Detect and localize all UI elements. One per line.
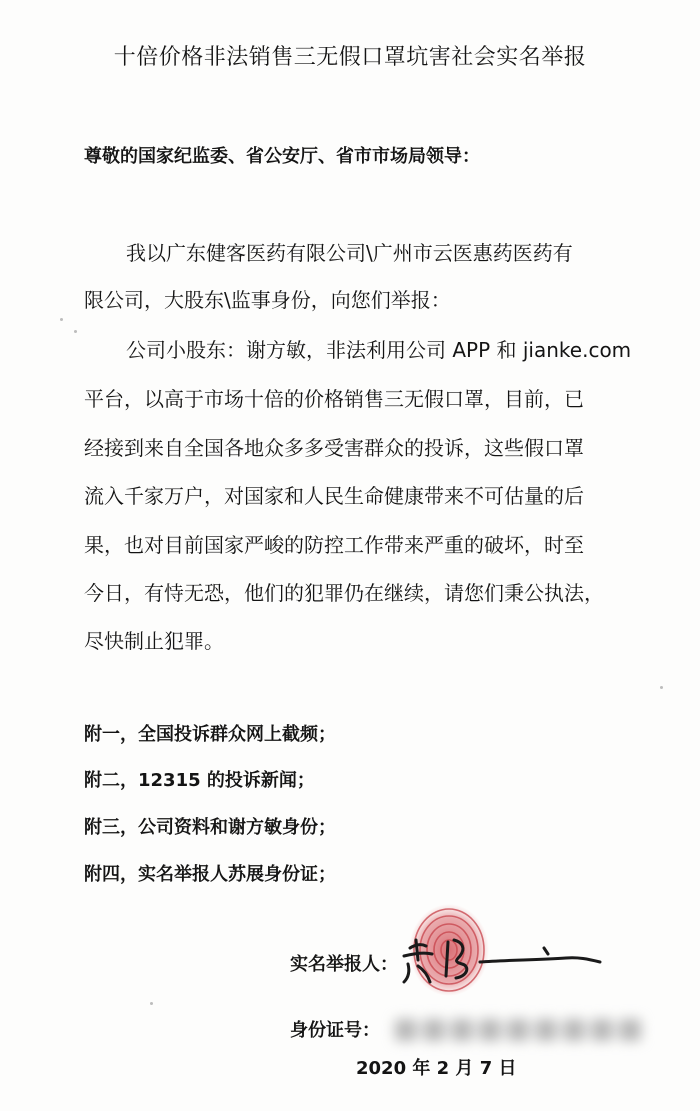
reporter-label: 实名举报人： [290, 954, 398, 975]
paper-speck [150, 1002, 153, 1005]
handwritten-signature [396, 926, 606, 990]
id-number-label: 身份证号： [290, 1020, 380, 1041]
paragraph-line: 尽快制止犯罪。 [84, 629, 224, 653]
redacted-id-number [392, 1010, 664, 1050]
attachment-item: 附四，实名举报人苏展身份证； [84, 864, 336, 885]
salutation: 尊敬的国家纪监委、省公安厅、省市市场局领导： [84, 146, 480, 167]
paragraph-line: 流入千家万户，对国家和人民生命健康带来不可估量的后 [84, 484, 584, 508]
document-title: 十倍价格非法销售三无假口罩坑害社会实名举报 [113, 45, 587, 70]
paragraph-line: 公司小股东：谢方敏，非法利用公司 APP 和 jianke.com [126, 338, 632, 362]
attachment-item: 附三，公司资料和谢方敏身份； [84, 817, 336, 838]
attachment-item: 附一，全国投诉群众网上截频； [84, 724, 336, 745]
attachment-item: 附二，12315 的投诉新闻； [84, 770, 315, 791]
paper-speck [660, 686, 663, 689]
paragraph-line: 经接到来自全国各地众多多受害群众的投诉，这些假口罩 [84, 436, 584, 460]
paragraph-line: 限公司，大股东\监事身份，向您们举报： [84, 288, 451, 312]
paragraph-line: 平台，以高于市场十倍的价格销售三无假口罩，目前，已 [84, 387, 584, 411]
paper-speck [60, 318, 63, 321]
paragraph-line: 我以广东健客医药有限公司\广州市云医惠药医药有 [126, 241, 573, 265]
document-date: 2020 年 2 月 7 日 [356, 1058, 517, 1079]
paper-speck [74, 330, 77, 333]
paragraph-line: 果，也对目前国家严峻的防控工作带来严重的破坏，时至 [84, 533, 584, 557]
paragraph-line: 今日，有恃无恐，他们的犯罪仍在继续，请您们秉公执法， [84, 581, 604, 605]
